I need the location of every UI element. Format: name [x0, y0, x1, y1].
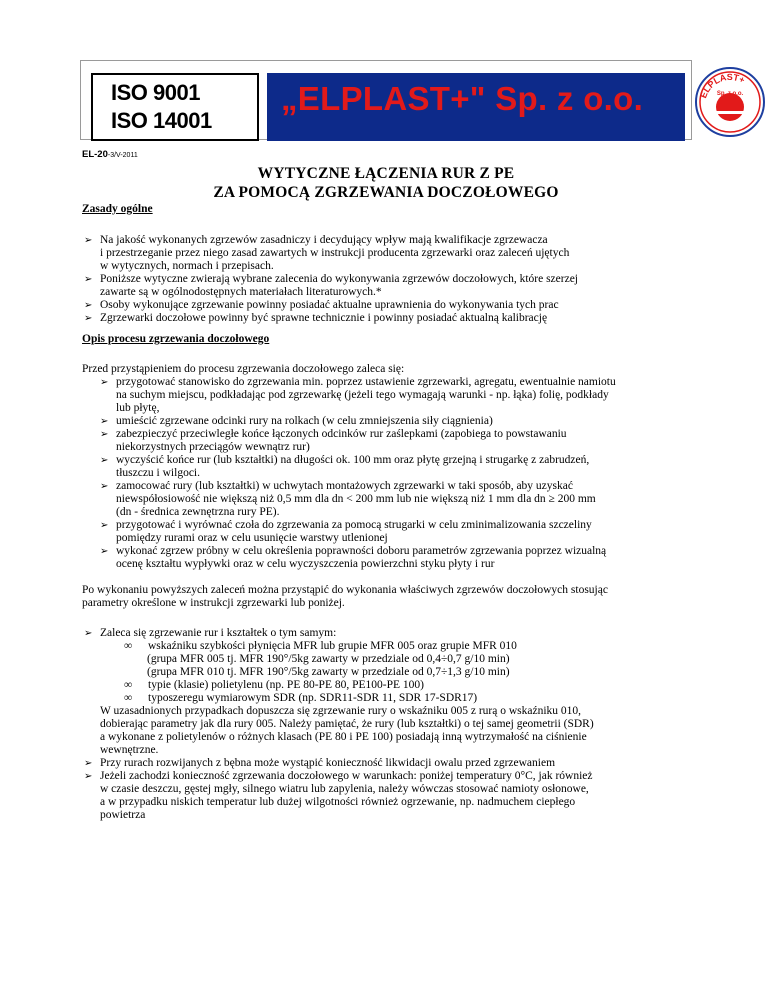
arrow-bullet-icon: ➢ [84, 628, 93, 639]
arrow-bullet-icon: ➢ [84, 300, 93, 311]
list-item: ➢ zamocować rury (lub kształtki) w uchwytach montażowych zgrzewarki w taki sposób, aby uzyskać niewspółosiowość nie większą niż 0,5 mm dla dn < 200 mm lub nie większą niż 1 mm dla dn ≥ 200 mm (dn - średnica zewnętrzna rury PE). [100, 480, 596, 518]
sub-item: ∞ wskaźniku szybkości płynięcia MFR lub grupie MFR 005 oraz grupie MFR 010 [124, 640, 517, 652]
header-banner [80, 60, 747, 140]
infinity-bullet-icon: ∞ [124, 679, 133, 691]
iso-14001-label: ISO 14001 [111, 108, 212, 133]
list-item: ➢ Poniższe wytyczne zwierają wybrane zalecenia do wykonywania zgrzewów doczołowych, które szerzej zawarte są w ogólnodostępnych materiałach literaturowych.* [84, 273, 578, 298]
list-item: ➢ Osoby wykonujące zgrzewanie powinny posiadać aktualne uprawnienia do wykonywania tych prac [84, 299, 559, 311]
process-intro: Przed przystąpieniem do procesu zgrzewania doczołowego zaleca się: [82, 363, 405, 375]
after-paragraph: Po wykonaniu powyższych zaleceń można przystąpić do wykonania właściwych zgrzewów doczołowych stosując parametry określone w instrukcji zgrzewarki lub poniżej. [82, 584, 608, 609]
infinity-bullet-icon: ∞ [124, 640, 133, 652]
list-item: ➢ Zgrzewarki doczołowe powinny być sprawne technicznie i powinny posiadać aktualną kalibrację [84, 312, 548, 324]
list-item: ➢ Jeżeli zachodzi konieczność zgrzewania doczołowego w warunkach: poniżej temperatury 0°C, jak również w czasie deszczu, gęstej mgły, silnego wiatru lub zapylenia, należy wówczas stosować namioty osłonowe, a w przypadku niskich temperatur lub dużej wilgotności również ogrzewanie, np. nadmuchem ciepłego powietrza [84, 770, 593, 821]
list-item: ➢ wyczyścić końce rur (lub kształtki) na długości ok. 100 mm oraz płytę grzejną i strugarkę z zabrudzeń, tłuszczu i wilgoci. [100, 454, 590, 479]
list-item: ➢ przygotować stanowisko do zgrzewania min. poprzez ustawienie zgrzewarki, agregatu, ewentualnie namiotu na suchym miejscu, podkładając pod zgrzewarkę (jeżeli tego wymagają warunki - np. łąka) folię, podkłady lub płytę, [100, 376, 616, 414]
document-title-line-1: WYTYCZNE ŁĄCZENIA RUR Z PE [257, 165, 515, 182]
section-heading-process: Opis procesu zgrzewania doczołowego [82, 333, 270, 345]
mfr-range-005: (grupa MFR 005 tj. MFR 190°/5kg zawarty w przedziale od 0,4÷0,7 g/10 min) [147, 653, 510, 665]
svg-text:ELPLAST+: ELPLAST+ [698, 71, 747, 100]
arrow-bullet-icon: ➢ [84, 274, 93, 285]
list-item: ➢ przygotować i wyrównać czoła do zgrzewania za pomocą strugarki w celu zminimalizowania szczeliny pomiędzy rurami oraz w celu usunięcie warstwy utlenionej [100, 519, 592, 544]
arrow-bullet-icon: ➢ [84, 235, 93, 246]
arrow-bullet-icon: ➢ [84, 771, 93, 782]
list-item: ➢ Na jakość wykonanych zgrzewów zasadniczy i decydujący wpływ mają kwalifikacje zgrzewacza i przestrzeganie przez niego zasad zawartych w instrukcji producenta zgrzewarki oraz zaleceń ujętych w wytycznych, normach i przepisach. [84, 234, 570, 272]
doc-ref-suffix: -3/V-2011 [107, 152, 138, 159]
arrow-bullet-icon: ➢ [84, 313, 93, 324]
list-item: ➢ zabezpieczyć przeciwległe końce łączonych odcinków rur zaślepkami (zapobiega to powstawaniu niekorzystnych przeciągów wewnątrz rur) [100, 428, 567, 453]
iso-badge [91, 73, 259, 141]
arrow-bullet-icon: ➢ [100, 546, 109, 557]
document-reference [82, 149, 138, 160]
company-name: „ELPLAST+" Sp. z o.o. [281, 80, 644, 117]
iso-9001-label: ISO 9001 [111, 80, 200, 105]
company-logo-icon [693, 65, 767, 139]
list-item: ➢ Przy rurach rozwijanych z bębna może wystąpić konieczność likwidacji owalu przed zgrzewaniem [84, 757, 556, 769]
list-item: ➢ wykonać zgrzew próbny w celu określenia poprawności doboru parametrów zgrzewania poprzez wizualną ocenę kształtu wypływki oraz w celu wyczyszczenia powierzchni styku płyty i rur [100, 545, 607, 570]
svg-text:Sp. z o.o.: Sp. z o.o. [716, 91, 744, 97]
sub-item: ∞ typoszeregu wymiarowym SDR (np. SDR11-SDR 11, SDR 17-SDR17) [124, 692, 478, 704]
infinity-bullet-icon: ∞ [124, 692, 133, 704]
arrow-bullet-icon: ➢ [100, 416, 109, 427]
arrow-bullet-icon: ➢ [100, 520, 109, 531]
mfr-range-010: (grupa MFR 010 tj. MFR 190°/5kg zawarty w przedziale od 0,7÷1,3 g/10 min) [147, 666, 510, 678]
list-item: ➢ umieścić zgrzewane odcinki rury na rolkach (w celu zmniejszenia siły ciągnienia) [100, 415, 493, 427]
arrow-bullet-icon: ➢ [84, 758, 93, 769]
note-paragraph: W uzasadnionych przypadkach dopuszcza się zgrzewanie rury o wskaźniku 005 z rurą o wskaźniku 010, dobierając parametry jak dla rury 005. Należy pamiętać, że rury (lub kształtki) o tej samej geometrii (SDR) a wykonane z polietylenów o różnych klasach (PE 80 i PE 100) posiadają inną wytrzymałość na ciśnienie wewnętrzne. [100, 705, 594, 756]
list-item: ➢ Zaleca się zgrzewanie rur i kształtek o tym samym: [84, 627, 337, 639]
doc-ref-code: EL-20 [82, 149, 108, 160]
document-title-line-2: ZA POMOCĄ ZGRZEWANIA DOCZOŁOWEGO [213, 184, 559, 201]
arrow-bullet-icon: ➢ [100, 377, 109, 388]
arrow-bullet-icon: ➢ [100, 455, 109, 466]
sub-item: ∞ typie (klasie) polietylenu (np. PE 80-PE 80, PE100-PE 100) [124, 679, 424, 691]
section-heading-general: Zasady ogólne [82, 203, 153, 215]
arrow-bullet-icon: ➢ [100, 481, 109, 492]
arrow-bullet-icon: ➢ [100, 429, 109, 440]
